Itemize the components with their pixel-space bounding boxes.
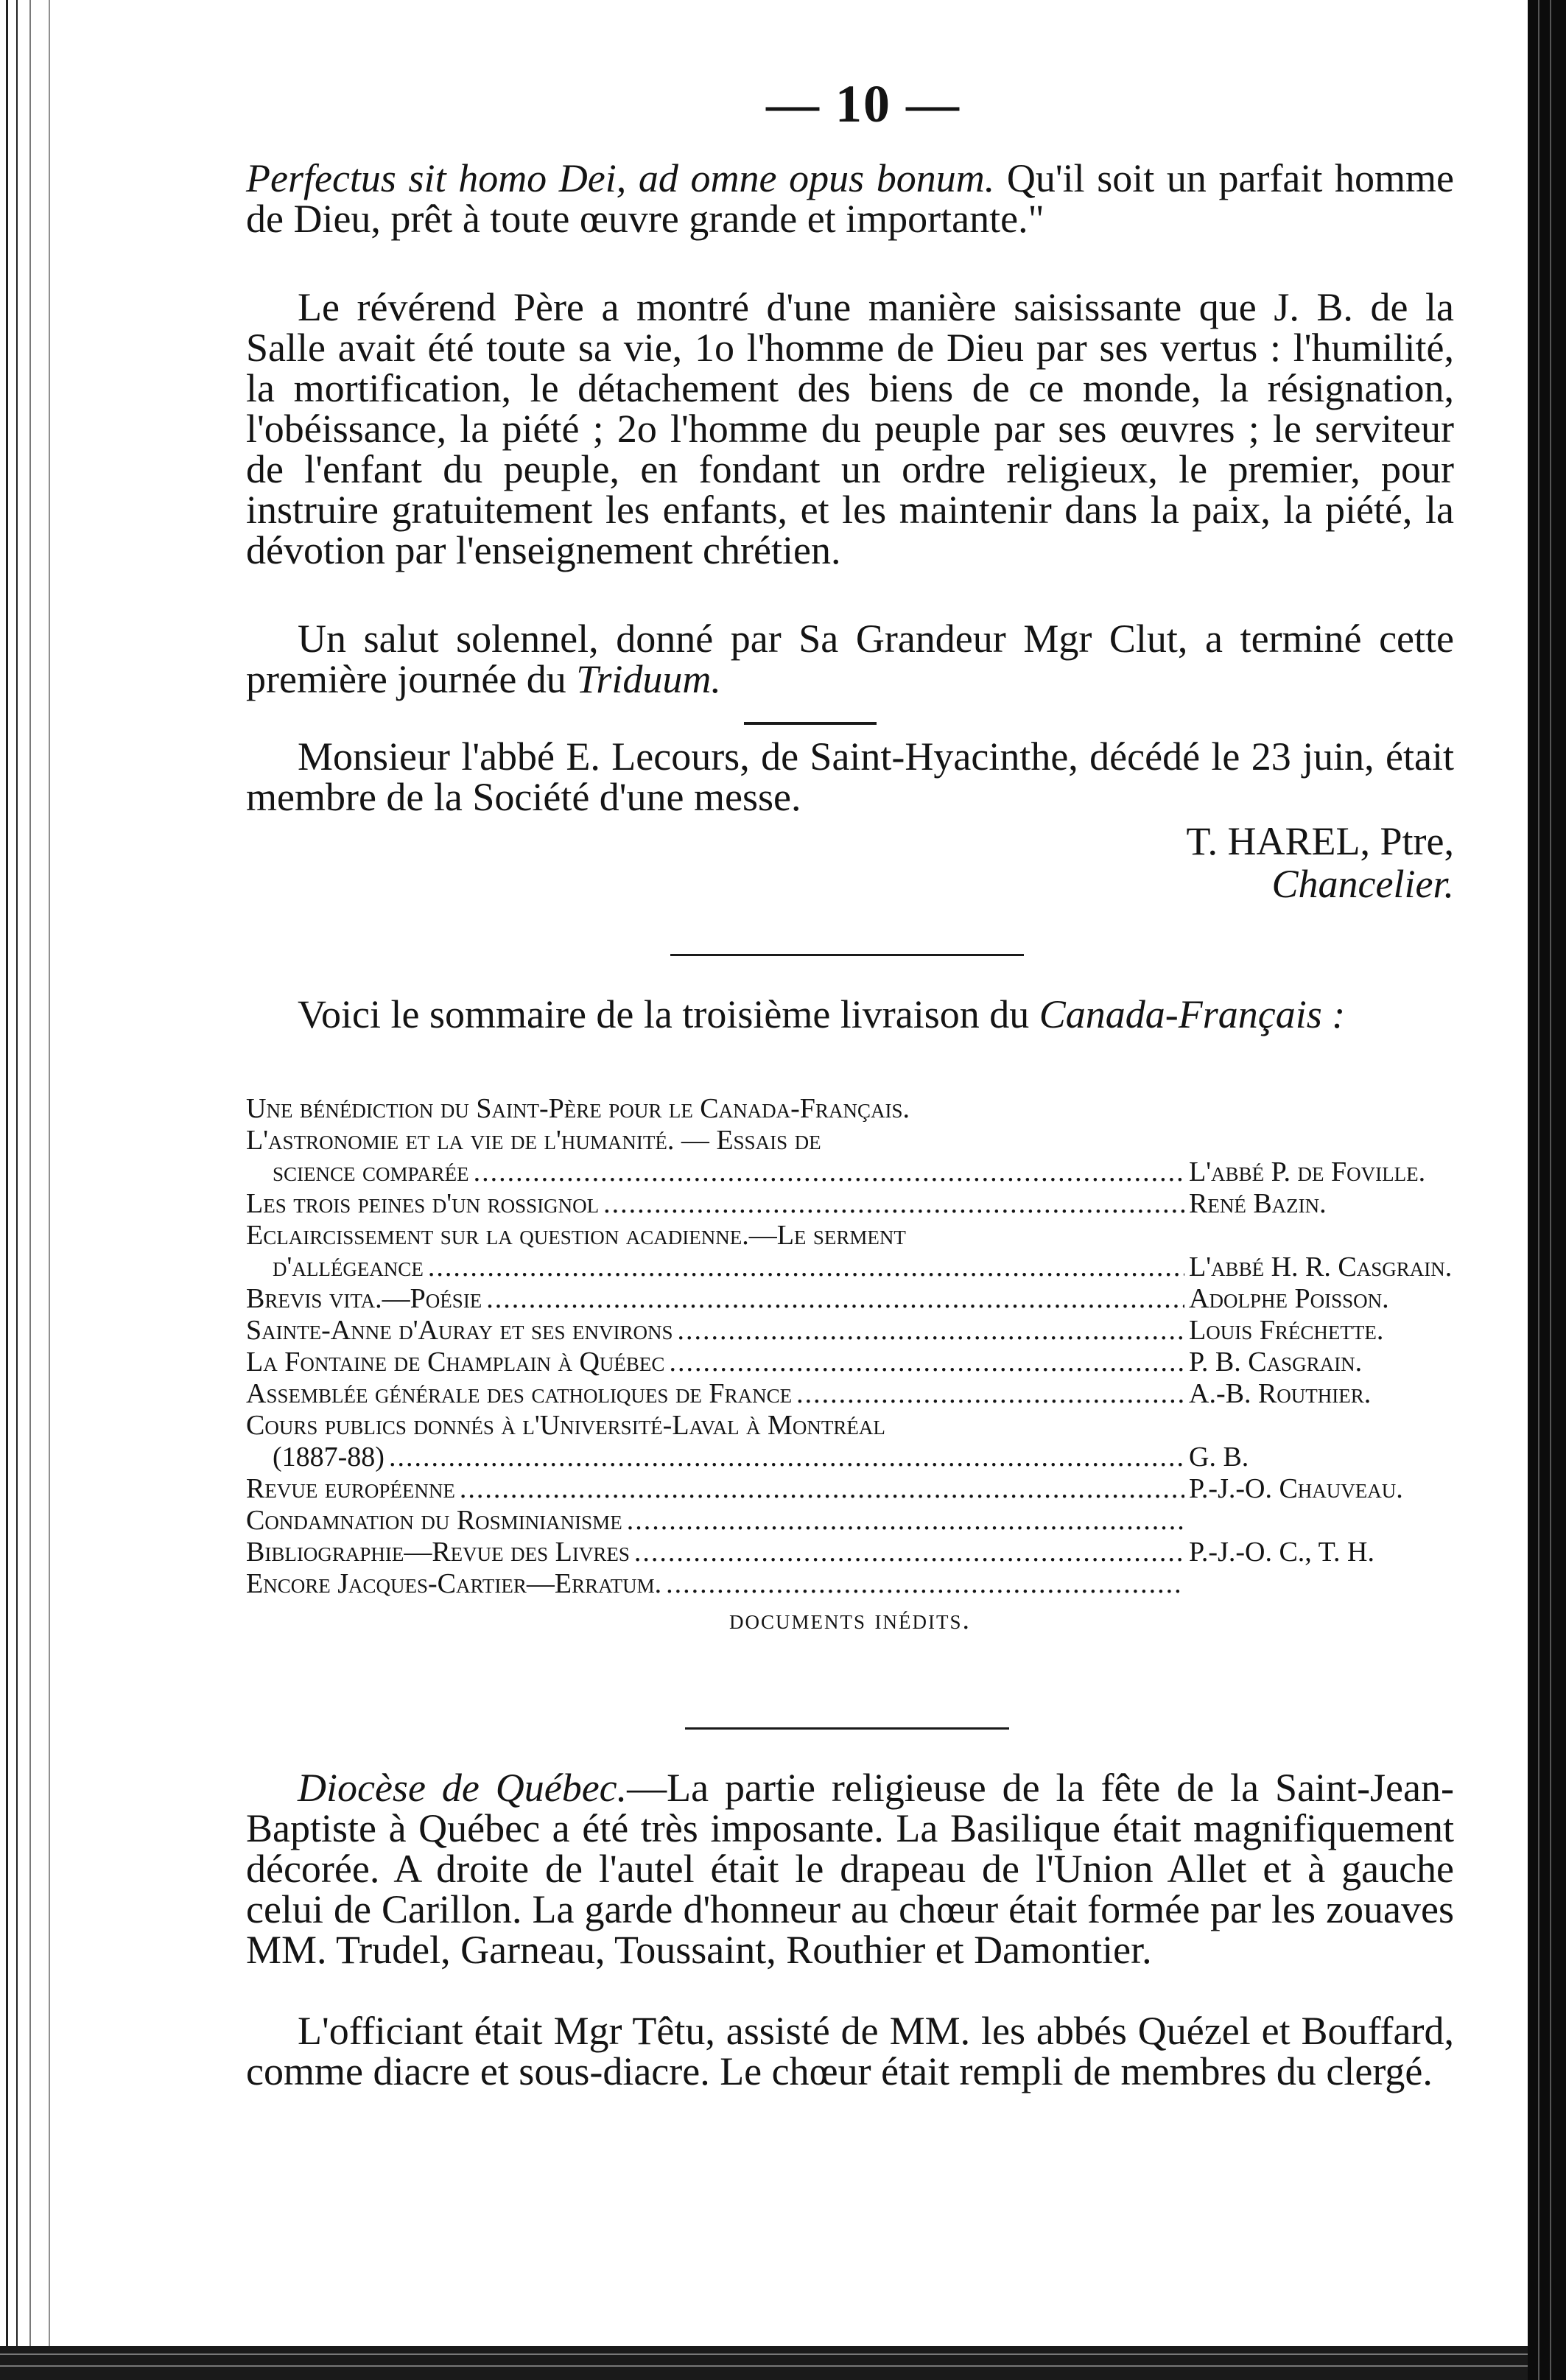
page-left-edge [0,0,59,2380]
toc-leader-dots [474,1156,1184,1188]
page-number: — 10 — [766,74,961,133]
toc-row [246,1347,1454,1378]
toc-row [246,1410,1454,1442]
toc-title: Revue européenne [246,1473,455,1504]
triduum-word: Triduum. [576,657,721,701]
toc-row [246,1505,1454,1537]
toc-author: P.-J.-O. C., T. H. [1189,1537,1374,1568]
separator-rule-short [744,722,877,725]
toc-author: P.-J.-O. Chauveau. [1189,1473,1403,1504]
toc-row [246,1442,1454,1473]
toc-title: (1887-88) [273,1442,385,1472]
paragraph-salut: Un salut solennel, donné par Sa Grandeur Mgr Clut, a terminé cette première journée du Triduum. [246,617,1454,701]
toc-author: L'abbé H. R. Casgrain. [1189,1252,1453,1282]
toc-title: Assemblée générale des catholiques de France [246,1378,793,1409]
toc-leader-dots [627,1505,1184,1537]
page-bottom-edge [0,2346,1528,2380]
toc-title: Brevis vita.—Poésie [246,1283,482,1314]
toc-leader-dots [428,1252,1184,1283]
toc-title: L'astronomie et la vie de l'humanité. — Essais de [246,1125,821,1156]
toc-leader-dots [796,1378,1184,1410]
toc-row [246,1093,1454,1125]
toc-title: Eclaircissement sur la question acadienne.—Le serment [246,1220,906,1251]
page-right-edge [1528,0,1566,2380]
journal-title: Canada-Français : [1039,992,1346,1036]
toc-title: Les trois peines d'un rossignol [246,1188,600,1219]
toc-author: L'abbé P. de Foville. [1189,1156,1426,1187]
toc-leader-dots [460,1473,1184,1505]
toc-row [246,1283,1454,1315]
toc-leader-dots [634,1537,1184,1568]
toc-row [246,1252,1454,1283]
toc-row [246,1378,1454,1410]
paragraph-sommaire: Voici le sommaire de la troisième livraison du Canada-Français : [298,992,1346,1036]
signature-name: T. HAREL, Ptre, [1186,819,1454,863]
toc-title: Encore Jacques-Cartier—Erratum. [246,1568,662,1599]
toc-leader-dots [389,1442,1184,1473]
signature [1187,820,1454,905]
toc-title: La Fontaine de Champlain à Québec [246,1347,665,1377]
toc-title: Cours publics donnés à l'Université-Laval à Montréal [246,1410,885,1441]
toc-author: G. B. [1189,1442,1249,1472]
latin-quote: Perfectus sit homo Dei, ad omne opus bonum. [246,156,995,200]
paragraph-diocese: Diocèse de Québec.—La partie religieuse de la fête de la Saint-Jean-Baptiste à Québec a été très imposante. La Basilique était magnifiquement décorée. A droite de l'autel était le drapeau de l'Union Allet et à gauche celui de Carillon. La garde d'honneur au chœur était formée par les zouaves MM. Trudel, Garneau, Toussaint, Routhier et Damontier. [246,1766,1454,1972]
separator-rule-2 [685,1727,1009,1730]
toc-author: P. B. Casgrain. [1189,1347,1363,1377]
toc-title: Condamnation du Rosminianisme [246,1505,622,1536]
toc-row [246,1537,1454,1568]
toc-leader-dots [669,1347,1184,1378]
signature-title: Chancelier. [1271,862,1454,906]
paragraph-latin-quote [246,158,1454,239]
diocese-heading: Diocèse de Québec. [298,1766,628,1810]
toc-title: Une bénédiction du Saint-Père pour le Canada-Français. [246,1093,910,1124]
toc-leader-dots [603,1188,1184,1220]
paragraph-officiant: L'officiant était Mgr Têtu, assisté de MM. les abbés Quézel et Bouffard, comme diacre et sous-diacre. Le chœur était rempli de membres du clergé. [246,2009,1454,2093]
toc-title: Sainte-Anne d'Auray et ses environs [246,1315,673,1346]
toc-leader-dots [678,1315,1184,1347]
toc-author: René Bazin. [1189,1188,1327,1219]
toc-author: Adolphe Poisson. [1189,1283,1389,1314]
toc-row [246,1473,1454,1505]
toc-title: science comparée [273,1156,469,1187]
toc-row [246,1125,1454,1156]
toc-title: Bibliographie—Revue des Livres [246,1537,630,1568]
toc-row [246,1220,1454,1252]
toc-footer: documents inédits. [729,1604,971,1635]
toc-row [246,1568,1454,1600]
toc-leader-dots [666,1568,1184,1600]
table-of-contents [246,1093,1454,1636]
toc-leader-dots [486,1283,1184,1315]
paragraph-de-la-salle: Le révérend Père a montré d'une manière saisissante que J. B. de la Salle avait été toute sa vie, 1o l'homme de Dieu par ses vertus : l'humilité, la mortification, le détachement des biens de ce monde, la résignation, l'obéissance, la piété ; 2o l'homme du peuple par ses œuvres ; le serviteur de l'enfant du peuple, en fondant un ordre religieux, le premier, pour instruire gratuitement les enfants, et les maintenir dans la paix, la piété, la dévotion par l'enseignement chrétien. [246,285,1454,572]
toc-title: d'allégeance [273,1252,424,1282]
toc-author: Louis Fréchette. [1189,1315,1384,1346]
toc-row [246,1188,1454,1220]
toc-row [246,1156,1454,1188]
toc-row [246,1315,1454,1347]
toc-author: A.-B. Routhier. [1189,1378,1372,1409]
quote-translation: Qu'il soit un parfait homme de Dieu, prêt à toute œuvre grande et importante." [246,156,1454,241]
paragraph-lecours: Monsieur l'abbé E. Lecours, de Saint-Hyacinthe, décédé le 23 juin, était membre de la Société d'une messe. [246,734,1454,819]
separator-rule [670,954,1024,956]
